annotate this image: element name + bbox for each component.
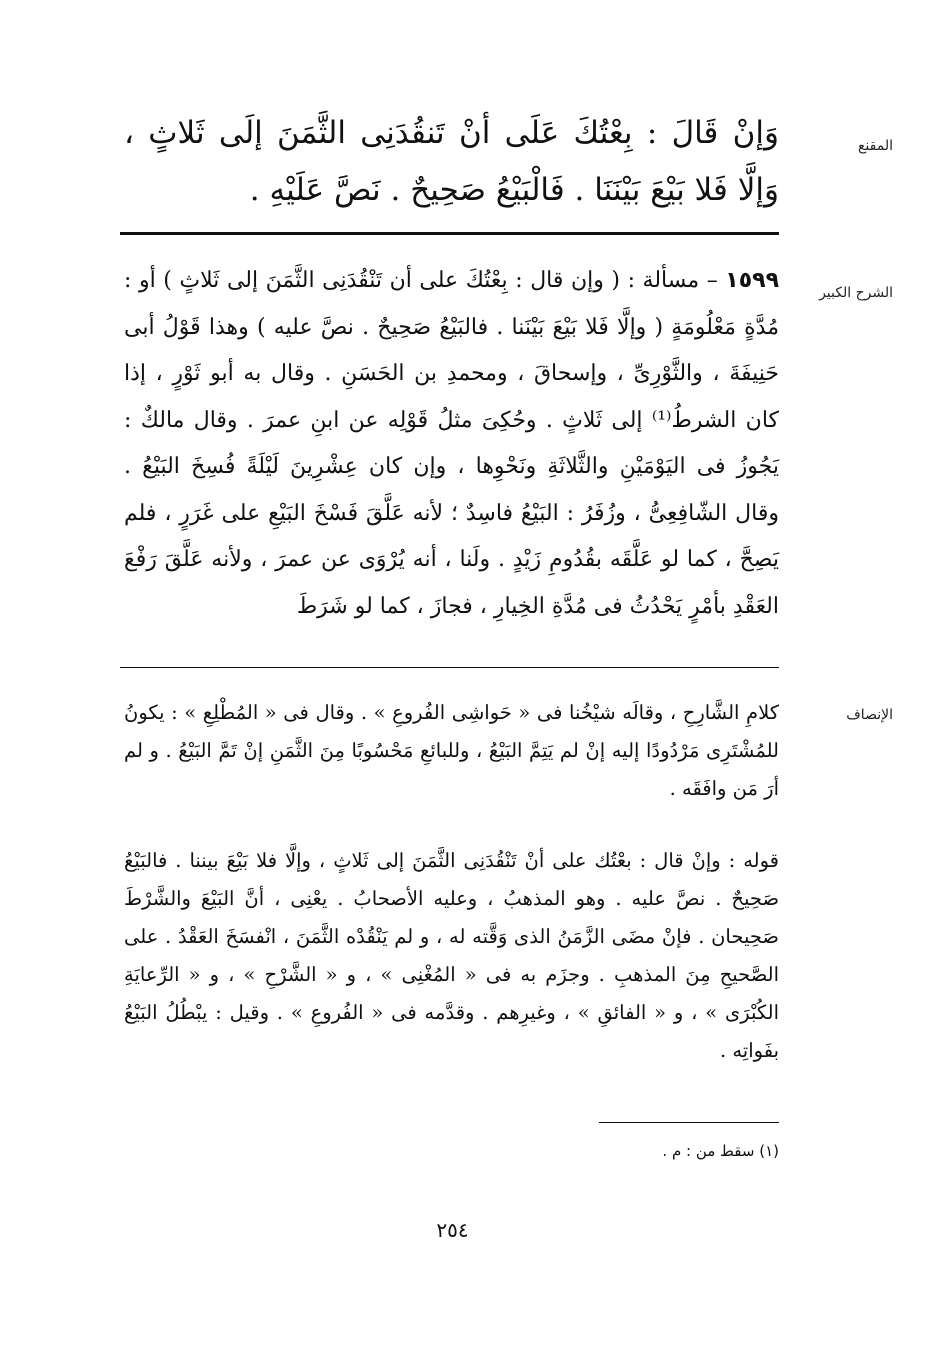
footnote-divider — [599, 1122, 779, 1123]
thick-divider — [120, 232, 779, 235]
issue-number: ١٥٩٩ — [725, 268, 779, 293]
label-sharh: الشرح الكبير — [819, 285, 893, 301]
insaf-paragraph-2 — [124, 842, 779, 1070]
insaf-text-1: كلامِ الشَّارِحِ ، وقالَه شيْخُنا فى « حَواشِى الفُروعِ » . وقال فى « المُطْلِعِ » : يكونُ للمُشْتَرِى مَرْدُودًا إليه إنْ لم يَتِمَّ البَيْعُ ، وللبائعِ مَحْسُوبًا مِنَ الثَّمَنِ إنْ تَمَّ البَيْعُ . و لم أرَ مَن وافَقَه . — [124, 701, 779, 800]
thin-divider — [120, 667, 779, 668]
insaf-text-2: قوله : وإنْ قال : بعْتُك على أنْ تَنْقُدَنِى الثَّمَنَ إلى ثَلاثٍ ، وإلَّا فلا بَيْعَ بيننا . فالبَيْعُ صَحِيحٌ . نصَّ عليه . وهو المذهبُ ، وعليه الأصحابُ . يعْنِى ، أنَّ البَيْعَ والشَّرْطَ صَحِيحان . فإنْ مضَى الزَّمَنُ الذى وَقَّته له ، و لم يَنْقُدْه الثَّمَنَ ، انْفسَخَ العَقْدُ . على الصَّحيحِ مِنَ المذهبِ . وجزَم به فى « المُغْنِى » ، و « الشَّرْحِ » ، و « الرِّعايَةِ الكُبْرَى » ، و « الفائقِ » ، وغيرِهم . وقدَّمه فى « الفُروعِ » . وقيل : يبْطُلُ البَيْعُ بفَواتِه . — [124, 849, 779, 1062]
page-number: ٢٥٤ — [436, 1218, 469, 1242]
sharh-paragraph — [124, 258, 779, 630]
footnote: (١) سقط من : م . — [662, 1142, 779, 1160]
mughni-text-block — [124, 105, 779, 219]
label-insaf: الإنصاف — [846, 707, 893, 723]
sharh-text: – مسألة : ( وإن قال : بِعْتُكَ على أن تَنْقُدَنِى الثَّمَنَ إلى ثَلاثٍ ) أو : مُدَّةٍ مَعْلُومَةٍ ( وإلَّا فَلا بَيْعَ بَيْنَنا . فالبَيْعُ صَحِيحٌ . نصَّ عليه ) وهذا قَوْلُ أبى حَنِيفَةَ ، والثَّوْرِىِّ ، وإسحاقَ ، ومحمدِ بن الحَسَنِ . وقال به أبو ثَوْرٍ ، إذا كان الشرطُ⁽¹⁾ إلى ثَلاثٍ . وحُكِىَ مثلُ قَوْلِه عن ابنِ عمرَ . وقال مالكٌ : يَجُوزُ فى اليَوْمَيْنِ والثَّلاثَةِ ونَحْوِها ، وإن كان عِشْرِينَ لَيْلَةً فُسِخَ البَيْعُ . وقال الشّافِعِىُّ ، وزُفَرُ : البَيْعُ فاسِدٌ ؛ لأنه عَلَّقَ فَسْخَ البَيْعِ على غَرَرٍ ، فلم يَصِحَّ ، كما لو عَلَّقَه بقُدُومِ زَيْدٍ . ولَنا ، أنه يُرْوَى عن عمرَ ، ولأنه عَلَّقَ رَفْعَ العَقْدِ بأمْرٍ يَحْدُثُ فى مُدَّةِ الخِيارِ ، فجازَ ، كما لو شَرَطَ — [124, 268, 779, 619]
sharh-text-block — [124, 258, 779, 630]
insaf-paragraph-1 — [124, 694, 779, 808]
label-mughni: المقنع — [857, 138, 893, 154]
mughni-text: وَإنْ قَالَ : بِعْتُكَ عَلَى أنْ تَنقُدَنِى الثَّمَنَ إلَى ثَلاثٍ ، وَإلَّا فَلا بَيْعَ بَيْنَنَا . فَالْبَيْعُ صَحِيحٌ . نَصَّ عَلَيْهِ . — [124, 115, 779, 208]
